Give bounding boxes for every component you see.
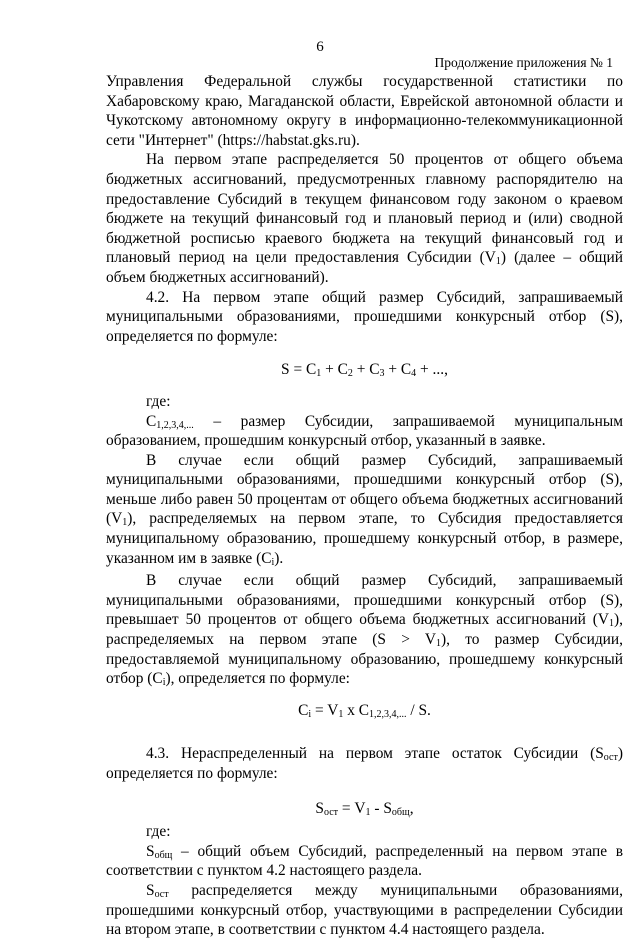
paragraph-case2: В случае если общий размер Субсидий, запрашиваемый муниципальными образованиями, прошедшими конкурсный отбор (S), превышает 50 процентов от общего объема бюджетных ассигнований $(V_1)$, распределяемых на первом этапе $(S > V_1)$, то размер Субсидии, предоставляемой муниципальному образованию, прошедшему конкурсный отбор $(C_i)$, определяется по формуле: — [106, 572, 623, 689]
formula-sost: $S_{ост} = V_1 - S_{общ}$, — [315, 799, 414, 818]
page-number: 6 — [316, 39, 324, 55]
formula-s: $S = C_1 + C_2 + C_3 + C_4$ + ..., — [281, 361, 448, 380]
where-label: где: — [146, 392, 171, 410]
paragraph-case1: В случае если общий размер Субсидий, запрашиваемый муниципальными образованиями, прошедшими конкурсный отбор (S), меньше либо равен 50 процентам от общего объема бюджетных ассигнований $(V_1)$, распределяемых на первом этапе, то Субсидия предоставляется муниципальному образованию, прошедшему конкурсный отбор, в размере, указанном им в заявке $(C_i)$. — [106, 451, 623, 568]
paragraph-stage1: На первом этапе распределяется 50 процентов от общего объема бюджетных ассигнований, предусмотренных главному распорядителю на предоставление Субсидий в текущем финансовом году законом о краевом бюджете на текущий финансовый год и плановый период и (или) сводной бюджетной росписью краевого бюджета на текущий финансовый год и плановый период на цели предоставления Субсидии $(V_1)$ (далее – общий объем бюджетных ассигнований). — [106, 151, 623, 286]
definition-c: $C_{1,2,3,4,...}$ – размер Субсидии, запрашиваемой муниципальным образованием, прошедшим конкурсный отбор, указанный в заявке. — [106, 412, 623, 450]
document-body — [106, 72, 623, 940]
paragraph-sost: $S_{ост}$ распределяется между муниципальными образованиями, прошедшими конкурсный отбор, участвующими в распределении Субсидии на втором этапе, в соответствии с пунктом 4.4 настоящего раздела. — [106, 881, 623, 939]
appendix-note: Продолжение приложения № 1 — [434, 55, 613, 70]
formula-ci: $C_i = V_1$ x $C_{1,2,3,4,...}$ / S. — [298, 701, 431, 720]
paragraph-intro: Управления Федеральной службы государственной статистики по Хабаровскому краю, Магаданской области, Еврейской автономной области и Чукотскому автономному округу в информационно-телекоммуникационной сети "Интернет" (https://habstat.gks.ru). — [106, 73, 623, 149]
paragraph-4-2: 4.2. На первом этапе общий размер Субсидий, запрашиваемый муниципальными образованиями, прошедшими конкурсный отбор (S), определяется по формуле: — [106, 288, 623, 345]
paragraph-4-3: 4.3. Нераспределенный на первом этапе остаток Субсидии $(S_{ост})$ определяется по формуле: — [106, 745, 623, 782]
where-label-2: где: — [146, 823, 171, 841]
definition-sobsh: $S_{общ}$ – общий объем Субсидий, распределенный на первом этапе в соответствии с пунктом 4.2 настоящего раздела. — [106, 842, 623, 880]
